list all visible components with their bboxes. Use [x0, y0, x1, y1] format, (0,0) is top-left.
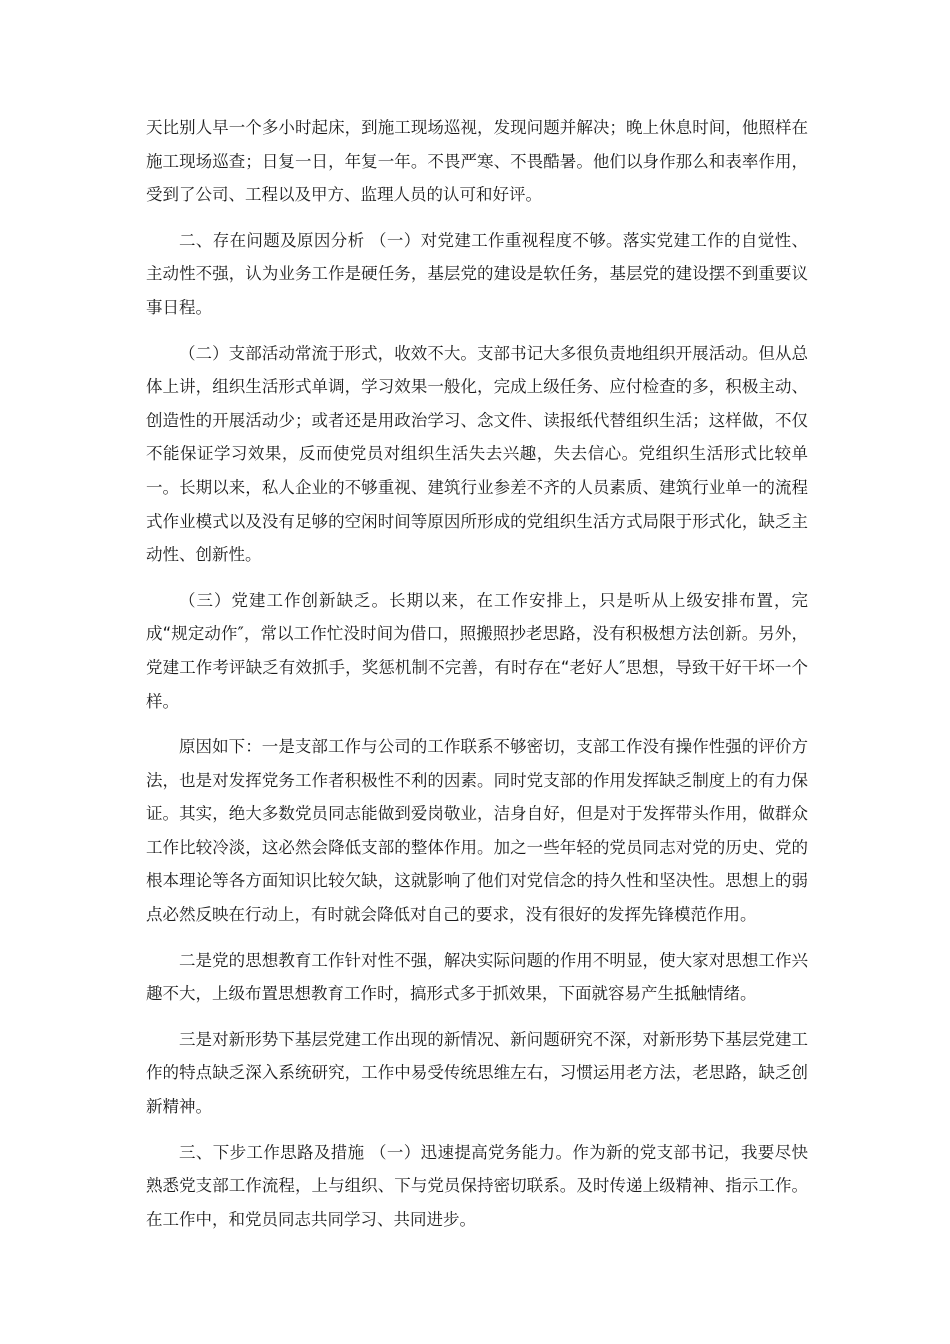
paragraph-section-two-problems: 二、存在问题及原因分析 （一）对党建工作重视程度不够。落实党建工作的自觉性、主动性不强，认为业务工作是硬任务，基层党的建设是软任务，基层党的建设摆不到重要议事日程。	[146, 230, 808, 317]
paragraph-innovation-lacking: （三）党建工作创新缺乏。长期以来，在工作安排上，只是听从上级安排布置，完成“规定动作″，常以工作忙没时间为借口，照搬照抄老思路，没有积极想方法创新。另外，党建工作考评缺乏有效抓手，奖惩机制不完善，有时存在“老好人″思想，导致干好干坏一个样。	[146, 590, 808, 711]
paragraph-continuation: 天比别人早一个多小时起床，到施工现场巡视，发现问题并解决；晚上休息时间，他照样在施工现场巡查；日复一日，年复一年。不畏严寒、不畏酷暑。他们以身作那么和表率作用，受到了公司、工程以及甲方、监理人员的认可和好评。	[146, 118, 808, 205]
paragraph-reason-three: 三是对新形势下基层党建工作出现的新情况、新问题研究不深，对新形势下基层党建工作的特点缺乏深入系统研究，工作中易受传统思维左右，习惯运用老方法，老思路，缺乏创新精神。	[146, 1029, 808, 1117]
paragraph-branch-activities: （二）支部活动常流于形式，收效不大。支部书记大多很负责地组织开展活动。但从总体上讲，组织生活形式单调，学习效果一般化，完成上级任务、应付检查的多，积极主动、创造性的开展活动少；或者还是用政治学习、念文件、读报纸代替组织生活；这样做，不仅不能保证学习效果，反而使党员对组织生活失去兴趣，失去信心。党组织生活形式比较单一。长期以来，私人企业的不够重视、建筑行业参差不齐的人员素质、建筑行业单一的流程式作业模式以及没有足够的空闲时间等原因所形成的党组织生活方式局限于形式化，缺乏主动性、创新性。	[146, 343, 808, 565]
paragraph-reason-two: 二是党的思想教育工作针对性不强，解决实际问题的作用不明显，使大家对思想工作兴趣不大，上级布置思想教育工作时，搞形式多于抓效果，下面就容易产生抵触情绪。	[146, 950, 808, 1004]
paragraph-reasons: 原因如下：一是支部工作与公司的工作联系不够密切，支部工作没有操作性强的评价方法，也是对发挥党务工作者积极性不利的因素。同时党支部的作用发挥缺乏制度上的有力保证。其实，绝大多数党员同志能做到爱岗敬业，洁身自好，但是对于发挥带头作用，做群众工作比较冷淡，这必然会降低支部的整体作用。加之一些年轻的党员同志对党的历史、党的根本理论等各方面知识比较欠缺，这就影响了他们对党信念的持久性和坚决性。思想上的弱点必然反映在行动上，有时就会降低对自己的要求，没有很好的发挥先锋模范作用。	[146, 737, 808, 925]
paragraph-section-three-measures: 三、下步工作思路及措施 （一）迅速提高党务能力。作为新的党支部书记，我要尽快熟悉党支部工作流程，上与组织、下与党员保持密切联系。及时传递上级精神、指示工作。在工作中，和党员同志共同学习、共同进步。	[146, 1142, 808, 1229]
document-body	[146, 111, 808, 1248]
